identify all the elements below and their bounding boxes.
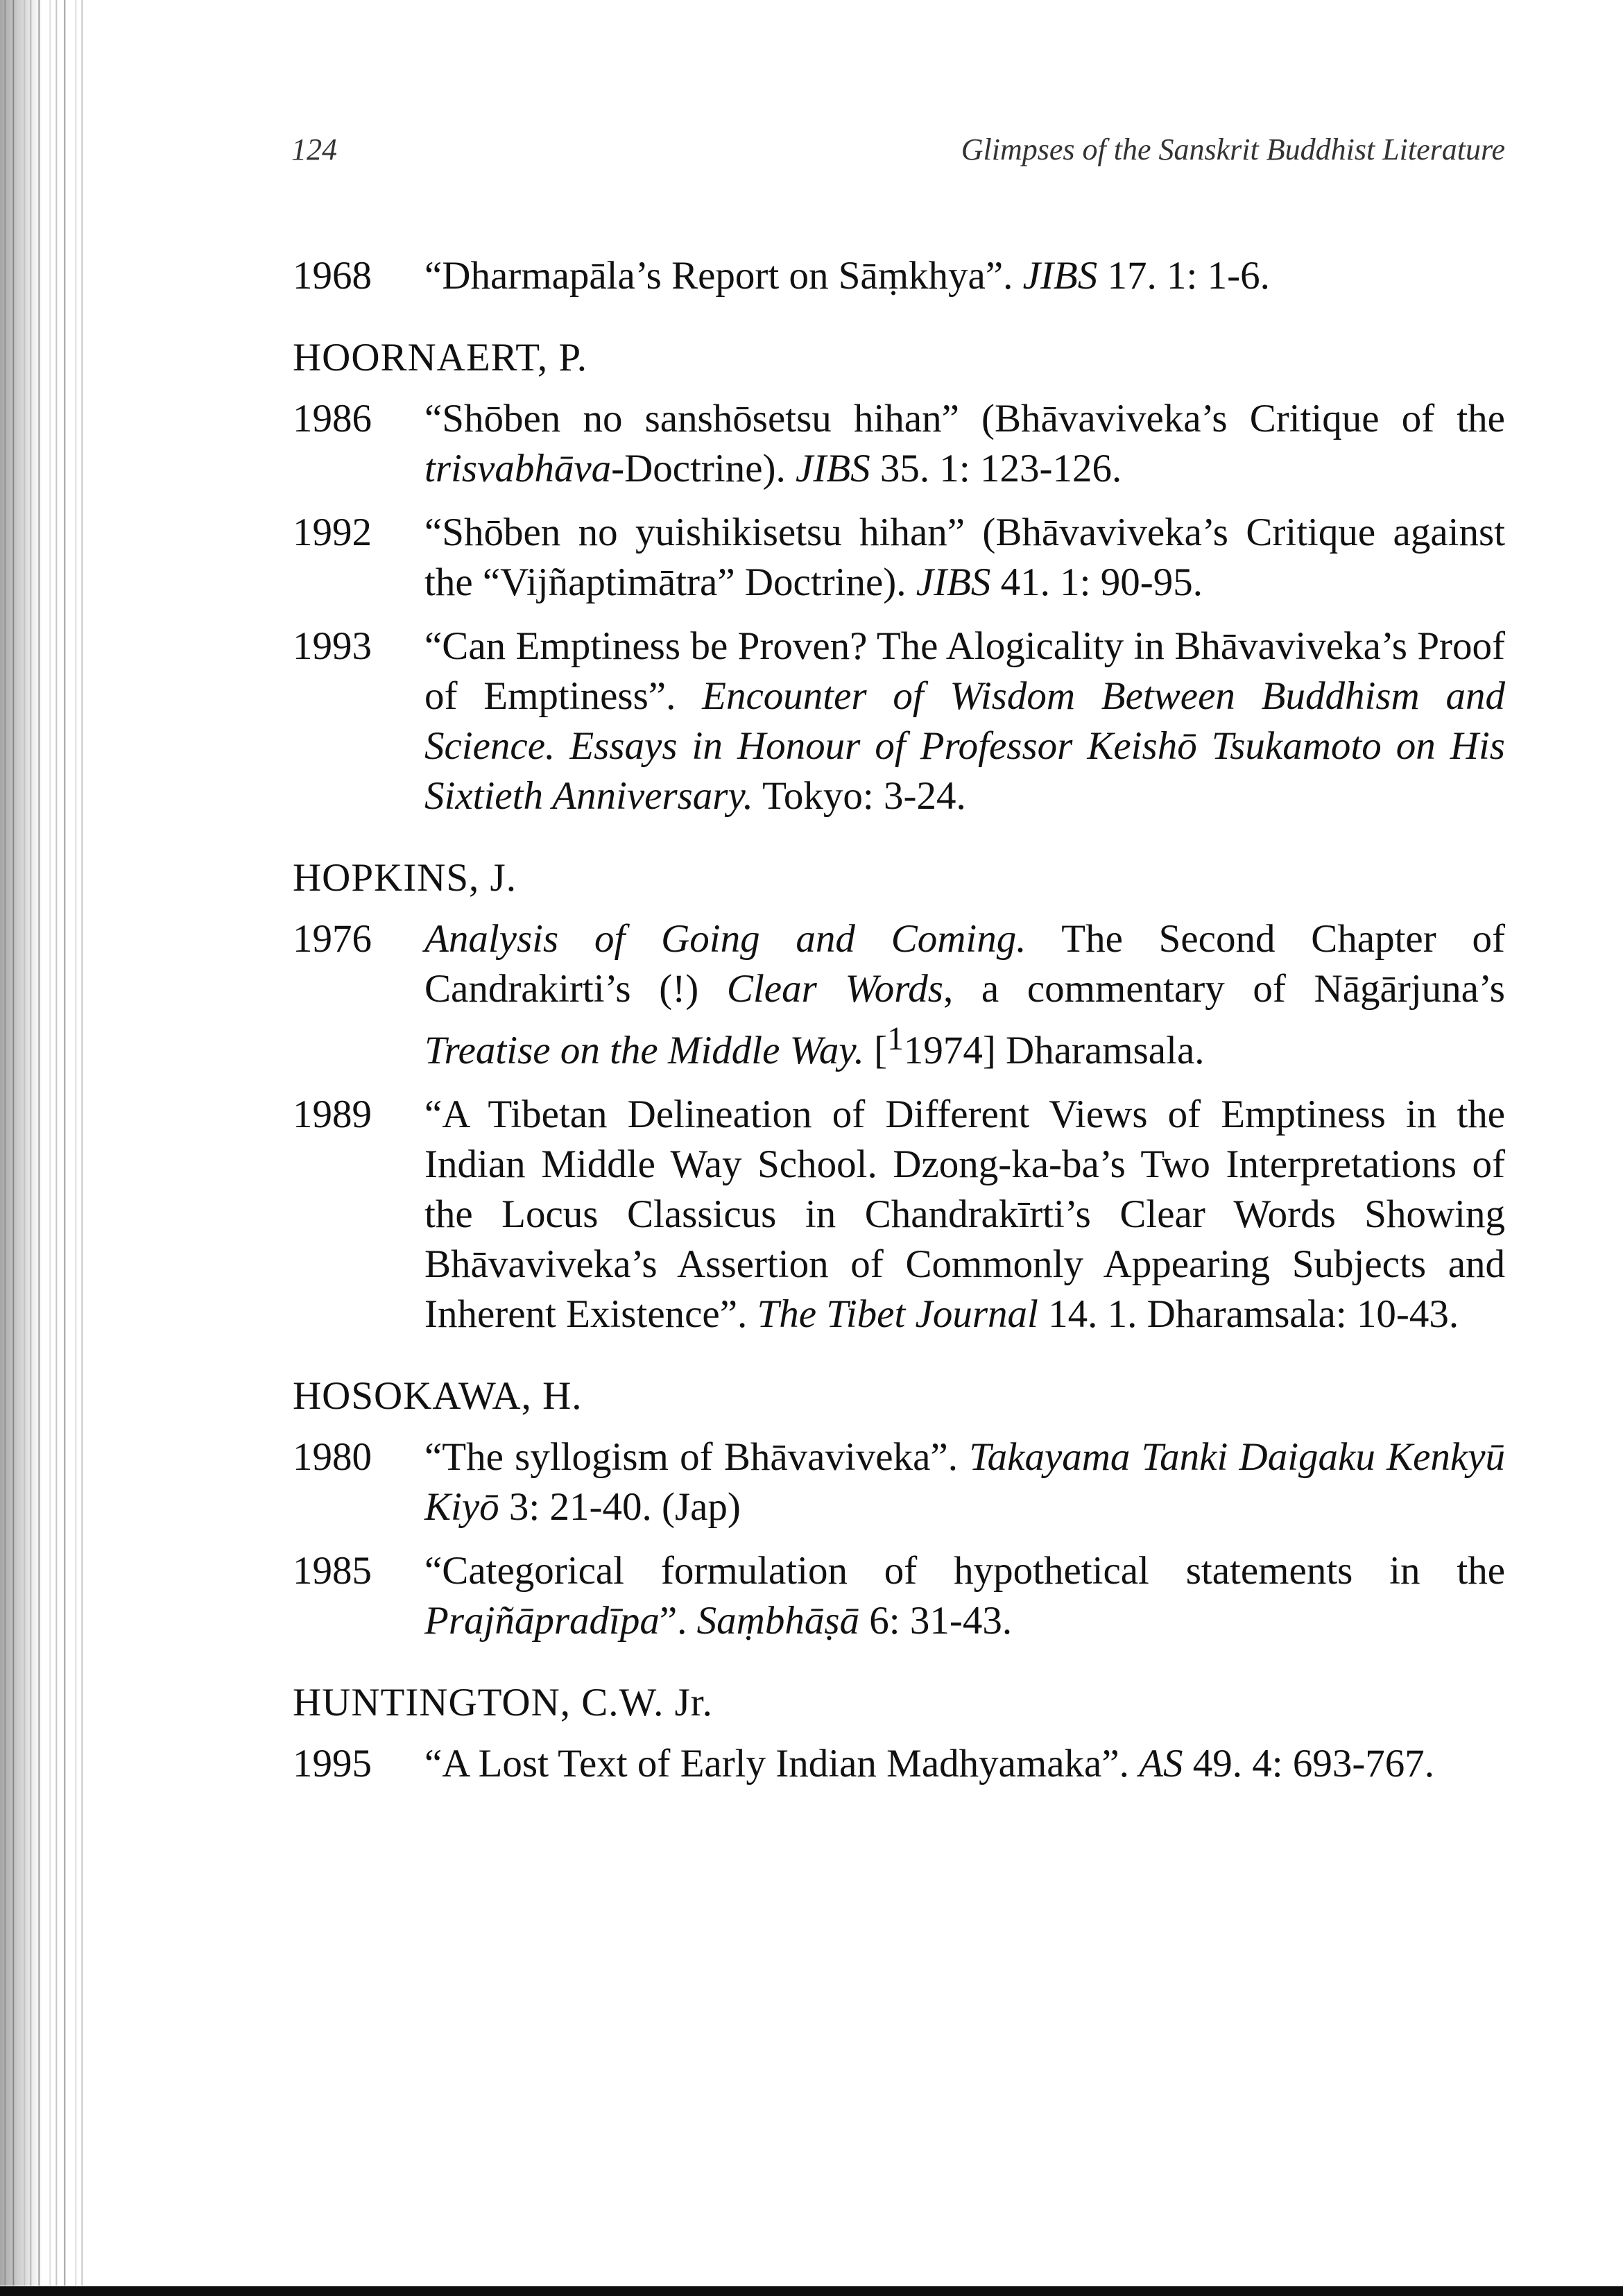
entry-text: Analysis of Going and Coming. The Second Chapter of Candrakirti’s (!) Clear Words, a commentary of Nāgārjuna’s Treatise on the Middle Way. [$^1$1974] Dharamsala. (424, 917, 1505, 1072)
entry-text: “The syllogism of Bhāvaviveka”. Takayama Tanki Daigaku Kenkyū Kiyō 3: 21-40. (Jap) (424, 1435, 1505, 1529)
entry-text: “A Lost Text of Early Indian Madhyamaka”. AS 49. 4: 693-767. (424, 1742, 1435, 1785)
entry-text: “Shōben no yuishikisetsu hihan” (Bhāvaviveka’s Critique against the “Vijñaptimātra” Doctrine). JIBS 41. 1: 90-95. (424, 511, 1505, 604)
bib-entry (293, 251, 1505, 301)
entry-text: “Shōben no sanshōsetsu hihan” (Bhāvaviveka’s Critique of the trisvabhāva-Doctrine). JIBS 35. 1: 123-126. (424, 397, 1505, 490)
binding-shadow (0, 0, 83, 2286)
bibliography (293, 251, 1505, 1803)
entry-year: 1980 (293, 1435, 372, 1479)
bib-entry (293, 914, 1505, 1076)
scan-edge (0, 2286, 1623, 2296)
bib-entry (293, 1432, 1505, 1532)
bib-entry (293, 622, 1505, 821)
page-number: 124 (291, 132, 337, 166)
entry-year: 1968 (293, 254, 372, 298)
entry-year: 1993 (293, 624, 372, 668)
bib-entry (293, 1090, 1505, 1339)
author-heading: HOSOKAWA, H. (293, 1374, 583, 1418)
entry-text: “Can Emptiness be Proven? The Alogicality in Bhāvaviveka’s Proof of Emptiness”. Encounter of Wisdom Between Buddhism and Science. Essays in Honour of Professor Keishō Tsukamoto on His Sixtieth Anniversary. Tokyo: 3-24. (424, 624, 1505, 818)
author-heading: HUNTINGTON, C.W. Jr. (293, 1681, 713, 1724)
entry-year: 1995 (293, 1742, 372, 1785)
author-heading: HOORNAERT, P. (293, 336, 587, 379)
author-heading: HOPKINS, J. (293, 856, 517, 900)
bib-entry (293, 508, 1505, 608)
bib-entry (293, 1739, 1505, 1789)
entry-year: 1985 (293, 1549, 372, 1593)
bib-entry (293, 394, 1505, 494)
entry-text: “Categorical formulation of hypothetical statements in the Prajñāpradīpa”. Saṃbhāṣā 6: 31-43. (424, 1549, 1505, 1643)
running-title: Glimpses of the Sanskrit Buddhist Literature (961, 132, 1505, 166)
entry-text: “Dharmapāla’s Report on Sāṃkhya”. JIBS 17. 1: 1-6. (424, 254, 1270, 298)
entry-year: 1992 (293, 511, 372, 554)
entry-text: “A Tibetan Delineation of Different Views of Emptiness in the Indian Middle Way School. Dzong-ka-ba’s Two Interpretations of the Locus Classicus in Chandrakīrti’s Clear Words Showing Bhāvaviveka’s Assertion of Commonly Appearing Subjects and Inherent Existence”. The Tibet Journal 14. 1. Dharamsala: 10-43. (424, 1093, 1505, 1336)
entry-year: 1976 (293, 917, 372, 961)
bib-entry (293, 1546, 1505, 1646)
running-head (291, 132, 1505, 180)
entry-year: 1989 (293, 1093, 372, 1136)
entry-year: 1986 (293, 397, 372, 440)
